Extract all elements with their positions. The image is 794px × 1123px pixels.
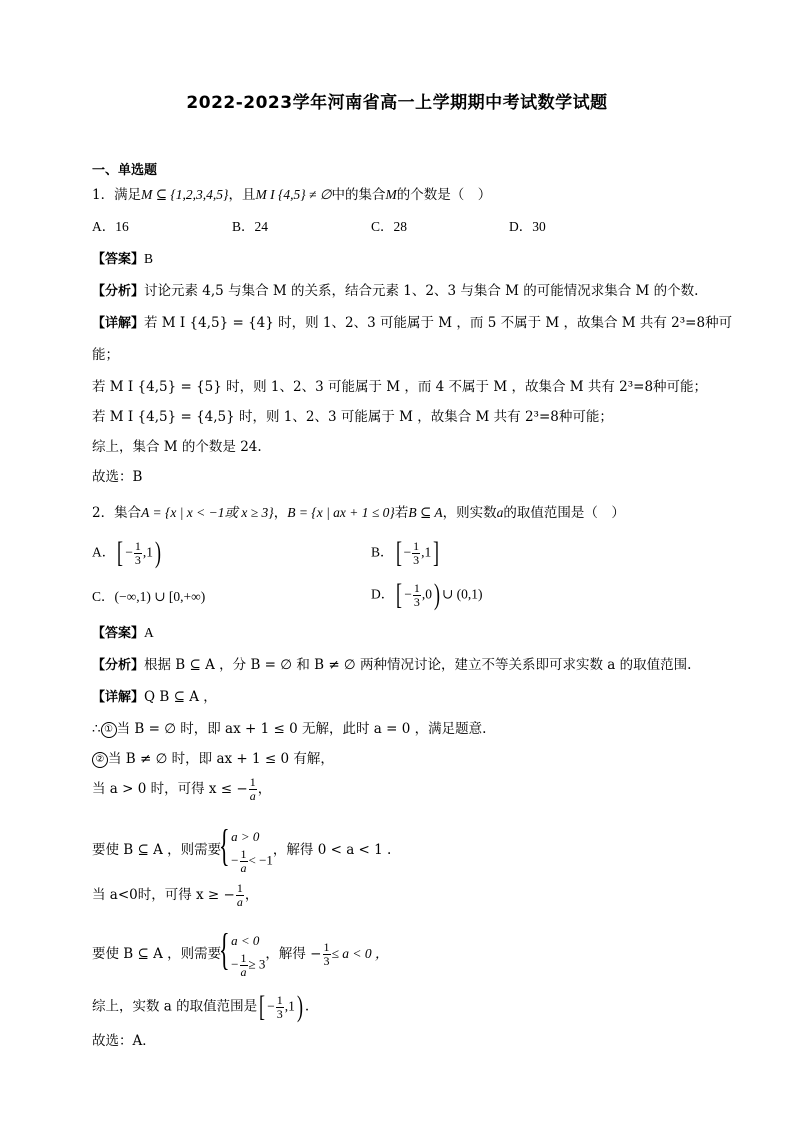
q2-positive-a: 当 a > 0 时，可得 x ≤ − $\frac{1}{a}$ ， bbox=[92, 775, 272, 803]
q1-analysis: 【分析】讨论元素 4,5 与集合 M 的关系，结合元素 1、2、3 与集合 M 的可能情况求集合 M 的个数. bbox=[92, 283, 699, 299]
q1-option-a: A．16 bbox=[92, 219, 129, 234]
q2-option-a: A．[ − $\frac{1}{3}$ ,1) bbox=[92, 536, 161, 569]
q1-option-b: B．24 bbox=[232, 219, 269, 234]
q2-case-2: ② 当 B ≠ ∅ 时，即 ax + 1 ≤ 0 有解， bbox=[92, 750, 334, 768]
q2-system-1: 要使 B ⊆ A ，则需要 { a > 0 − $\frac{1}{a}$ < −1 ，解得 0 < a < 1 . bbox=[92, 821, 392, 875]
q2-system-2: 要使 B ⊆ A ，则需要 { a < 0 − $\frac{1}{a}$ ≥ 3 ，解得 − $\frac{1}{3}$ ≤ a < 0 ， bbox=[92, 925, 389, 979]
q1-summary: 综上，集合 M 的个数是 24. bbox=[92, 439, 262, 455]
fraction: $\frac{1}{3}$ bbox=[323, 940, 330, 968]
fraction: $\frac{1}{3}$ bbox=[413, 538, 420, 567]
q1-detail-3: 若 M I {4,5} = {4,5} 时，则 1、2、3 可能属于 M ，故集合 M 共有 2³=8种可能； bbox=[92, 409, 613, 425]
q2-detail-0: 【详解】Q B ⊆ A ， bbox=[92, 689, 217, 705]
section-header: 一、单选题 bbox=[92, 163, 158, 178]
q2-case-1: ∴ ① 当 B = ∅ 时，即 ax + 1 ≤ 0 无解，此时 a = 0 ，满足题意. bbox=[92, 721, 487, 737]
q2-choose: 故选：A． bbox=[92, 1033, 156, 1049]
q2-negative-a: 当 a<0时，可得 x ≥ − $\frac{1}{a}$ ， bbox=[92, 881, 259, 909]
question-2-stem: 2．集合A = {x | x < −1或 x ≥ 3}，B = {x | ax + 1 ≤ 0}若B ⊆ A，则实数a的取值范围是（ ） bbox=[92, 505, 625, 521]
question-1-stem: 1．满足M ⊆ {1,2,3,4,5}，且M I {4,5} ≠ ∅中的集合M的个数是（ ） bbox=[92, 187, 492, 203]
fraction: $\frac{1}{3}$ bbox=[134, 538, 141, 567]
fraction: $\frac{1}{a}$ bbox=[240, 847, 247, 875]
page-title: 2022-2023学年河南省高一上学期期中考试数学试题 bbox=[186, 93, 608, 113]
inequality-system: { a < 0 − $\frac{1}{a}$ ≥ 3 bbox=[219, 925, 266, 979]
inequality-system: { a > 0 − $\frac{1}{a}$ < −1 bbox=[219, 821, 273, 875]
fraction: $\frac{1}{a}$ bbox=[249, 775, 256, 803]
q2-option-d: D．[ − $\frac{1}{3}$ ,0) ∪ (0,1) bbox=[371, 578, 483, 611]
q2-option-b: B．[ − $\frac{1}{3}$ ,1] bbox=[371, 536, 440, 569]
fraction: $\frac{1}{3}$ bbox=[413, 580, 420, 609]
q1-option-c: C．28 bbox=[371, 219, 408, 234]
q1-answer: 【答案】B bbox=[92, 251, 154, 267]
q1-detail-1b: 能； bbox=[92, 347, 119, 363]
fraction: $\frac{1}{a}$ bbox=[236, 881, 243, 909]
q1-choose: 故选：B bbox=[92, 469, 143, 485]
fraction: $\frac{1}{a}$ bbox=[240, 951, 247, 979]
q1-detail-1: 【详解】若 M I {4,5} = {4} 时，则 1、2、3 可能属于 M ，而 5 不属于 M ，故集合 M 共有 2³=8种可 bbox=[92, 315, 733, 331]
q2-answer: 【答案】A bbox=[92, 625, 154, 641]
q1-detail-2: 若 M I {4,5} = {5} 时，则 1、2、3 可能属于 M ，而 4 不属于 M ，故集合 M 共有 2³=8种可能； bbox=[92, 379, 708, 395]
q2-summary: 综上，实数 a 的取值范围是[ − $\frac{1}{3}$ ,1) . bbox=[92, 990, 310, 1023]
q2-option-c: C．(−∞,1) ∪ [0,+∞) bbox=[92, 589, 206, 604]
q2-analysis: 【分析】根据 B ⊆ A ，分 B = ∅ 和 B ≠ ∅ 两种情况讨论，建立不等关系即可求实数 a 的取值范围. bbox=[92, 657, 692, 673]
fraction: $\frac{1}{3}$ bbox=[276, 992, 283, 1021]
q1-option-d: D．30 bbox=[509, 219, 546, 234]
